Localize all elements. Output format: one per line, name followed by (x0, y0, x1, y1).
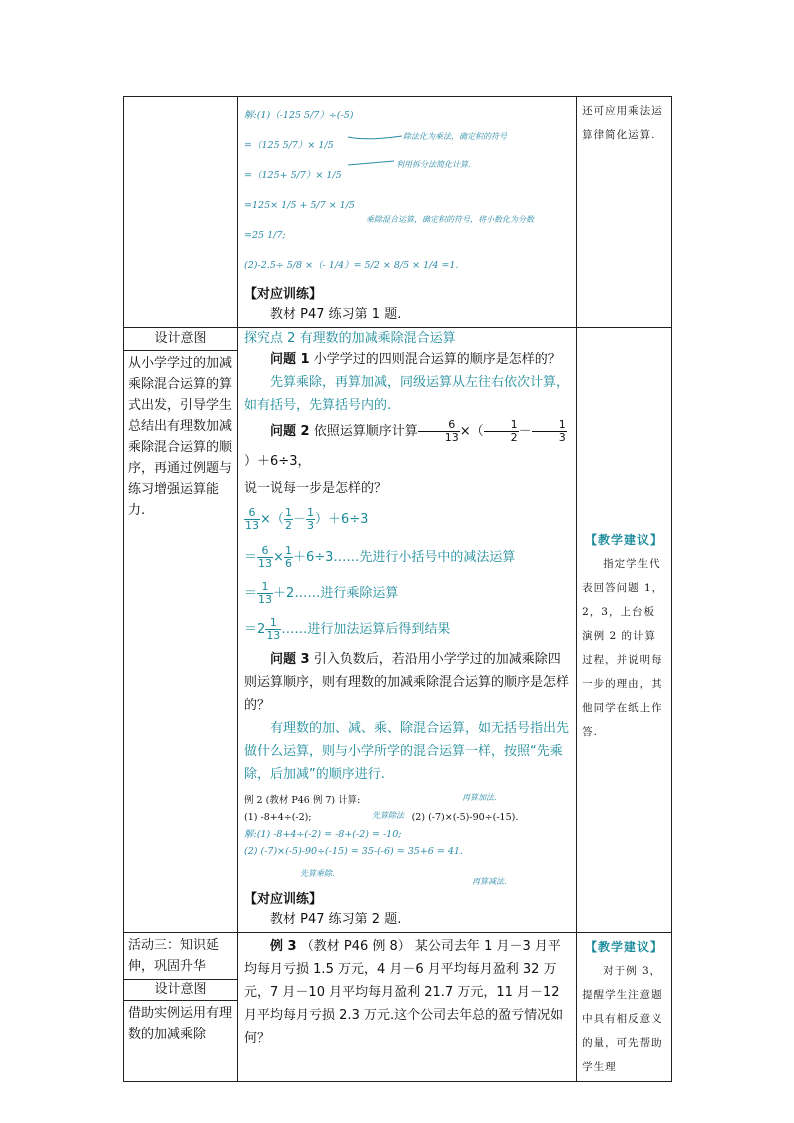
example-text: （教材 P46 例 8） 某公司去年 1 月－3 月平均每月亏损 1.5 万元，4 月－6 月平均每月盈利 32 万元，7 月－10 月平均每月盈利 21.7 万元，11 月－12 月平均每月亏损 2.3 万元.这个公司去年总的盈亏情况如何？ (244, 939, 564, 1046)
annotation-note: 乘除混合运算，确定积的符号，将小数化为分数 (366, 215, 535, 224)
example-title: 例 2 (教材 P46 例 7) 计算: (244, 795, 361, 806)
question-text: 引入负数后，若沿用小学学过的加减乘除四则运算顺序，则有理数的加减乘除混合运算的顺序是怎样的？ (244, 652, 570, 713)
design-cell (124, 328, 238, 933)
example-3-cell (238, 933, 577, 1082)
suggestion-text: 对于例 3，提醒学生注意题中具有相反意义的量，可先帮助学生理 (582, 965, 663, 1073)
training-text: 教材 P47 练习第 2 题. (270, 912, 402, 927)
example-solution: (2) (-7)×(-5)-90÷(-15) = 35-(-6) = 35+6 = 41. (244, 846, 463, 857)
suggestion-text: 指定学生代表回答问题 1，2，3，上台板演例 2 的计算过程，并说明每一步的理由，其他同学在纸上作答. (582, 558, 664, 738)
design-heading: 设计意图 (124, 328, 237, 351)
solution-line: (2)-2.5÷ 5/8 ×（- 1/4）= 5/2 × 8/5 × 1/4 =1. (244, 260, 459, 271)
suggestion-title: 【教学建议】 (585, 533, 664, 547)
solution-line: =125× 1/5 + 5/7 × 1/5 (244, 200, 355, 211)
solution-line: =（125+ 5/7）× 1/5 (244, 170, 342, 181)
exploration-cell: 探究点 2 有理数的加减乘除混合运算 问题 1 小学学过的四则混合运算的顺序是怎样的？ 先算乘除，再算加减，同级运算从左往右依次计算，如有括号，先算括号内的. 问题 2 依照运算顺序计算 $\frac{6}{13}$ ×（ $\frac{1}{2}$ － $\frac{1}{3}$ ）＋6÷3， 说一说每一步是怎样的？ $\frac{6}{13}$ ×（ $\frac{1}{2}$ － $\frac{1}{3}$ ）＋6÷3 ＝ $\frac{6}{13}$ × $\frac{1}{6}$ ＋6÷3……先进行小括号中的减法运算 ＝ $\frac{1}{13}$ ＋2……进行乘除运算 ＝2 $\frac{1}{13}$ ……进行加法运算后得到结果 问题 3 引入负数后，若沿用小学学过的加减乘除四则运算顺序，则有理数的加减乘除混合运算的顺序是怎样的？ 有理数的加、减、乘、除混合运算，如无括号指出先做什么运算，则与小学所学的混合运算一样，按照“先乘除，后加减”的顺序进行. 例 2 (教材 P46 例 7) 计算: (1) -8+4÷(-2); (2) (-7)×(-5)-90÷(-15). 解:(1) -8+4÷(-2) = -8+(-2) = -10; (2) (-7)×(-5)-90÷(-15) = 35-(-6) = 35+6 = 41. 再算加法. 先算除法 先算乘除. 再算减法. 【对应训练】 教材 P47 练习第 2 题. (238, 328, 577, 933)
fraction: $\frac{1}{3}$ (532, 419, 567, 444)
handwritten-solution (244, 101, 570, 281)
suggestion-cell (577, 328, 672, 933)
activity-title: 活动三：知识延伸，巩固升华 (124, 933, 237, 980)
example-solution: 解:(1) -8+4÷(-2) = -8+(-2) = -10; (244, 829, 402, 840)
question-answer: 先算乘除，再算加减，同级运算从左往右依次计算，如有括号，先算括号内的. (244, 375, 570, 413)
question-label: 问题 1 (270, 352, 310, 367)
solution-cell (238, 97, 577, 328)
step-line: ＝ $\frac{1}{13}$ ＋2……进行乘除运算 (244, 580, 399, 606)
step-line: ＝ $\frac{6}{13}$ × $\frac{1}{6}$ ＋6÷3……先进行小括号中的减法运算 (244, 544, 516, 570)
question-answer: 有理数的加、减、乘、除混合运算，如无括号指出先做什么运算，则与小学所学的混合运算一样，按照“先乘除，后加减”的顺序进行. (244, 721, 570, 782)
design-heading: 设计意图 (124, 980, 237, 1001)
training-title: 【对应训练】 (244, 287, 323, 302)
right-note: 还可应用乘法运算律简化运算. (577, 97, 672, 328)
point-title: 探究点 2 有理数的加减乘除混合运算 (244, 331, 456, 346)
solution-line: =（125 5/7）× 1/5 (244, 140, 334, 151)
question-text: 说一说每一步是怎样的？ (244, 481, 388, 496)
annotation-note: 利用拆分法简化计算. (396, 160, 471, 169)
question-label: 问题 2 (270, 424, 310, 439)
annotation-note: 先算乘除. (300, 869, 335, 878)
design-text: 从小学学过的加减乘除混合运算的算式出发，引导学生总结出有理数加减乘除混合运算的顺序，再通过例题与练习增强运算能力. (128, 356, 233, 518)
lesson-table (123, 96, 672, 1082)
example-2: 例 2 (教材 P46 例 7) 计算: (1) -8+4÷(-2); (2) (-7)×(-5)-90÷(-15). 解:(1) -8+4÷(-2) = -8+(-2) = -10; (2) (-7)×(-5)-90÷(-15) = 35-(-6) = 35+6 = 41. 再算加法. 先算除法 先算乘除. 再算减法. (244, 792, 570, 890)
example-label: 例 3 (270, 939, 297, 954)
step-line: $\frac{6}{13}$ ×（ $\frac{1}{2}$ － $\frac{1}{3}$ ）＋6÷3 (245, 506, 369, 532)
fraction: $\frac{6}{13}$ (418, 419, 460, 444)
solution-line: 解:(1)（-125 5/7）÷(-5) (244, 110, 354, 121)
annotation-note: 再算减法. (472, 877, 507, 886)
empty-cell (124, 97, 238, 328)
step-line: ＝2 $\frac{1}{13}$ ……进行加法运算后得到结果 (244, 616, 451, 642)
question-text: 依照运算顺序计算 (313, 424, 418, 439)
annotation-note: 先算除法 (372, 811, 405, 820)
solution-line: =25 1/7; (244, 230, 286, 241)
fraction: $\frac{1}{2}$ (484, 419, 519, 444)
annotation-note: 除法化为乘法，确定积的符号 (403, 132, 508, 141)
annotation-note: 再算加法. (462, 793, 497, 802)
question-text: 小学学过的四则混合运算的顺序是怎样的？ (313, 352, 561, 367)
table-row (124, 933, 672, 1082)
training-title: 【对应训练】 (244, 892, 323, 907)
activity-cell (124, 933, 238, 1082)
training-text: 教材 P47 练习第 1 题. (270, 307, 402, 322)
table-row (124, 97, 672, 328)
suggestion-cell (577, 933, 672, 1082)
table-row (124, 328, 672, 933)
question-label: 问题 3 (270, 652, 310, 667)
design-text: 借助实例运用有理数的加减乘除 (128, 1006, 233, 1042)
suggestion-title: 【教学建议】 (585, 940, 664, 954)
